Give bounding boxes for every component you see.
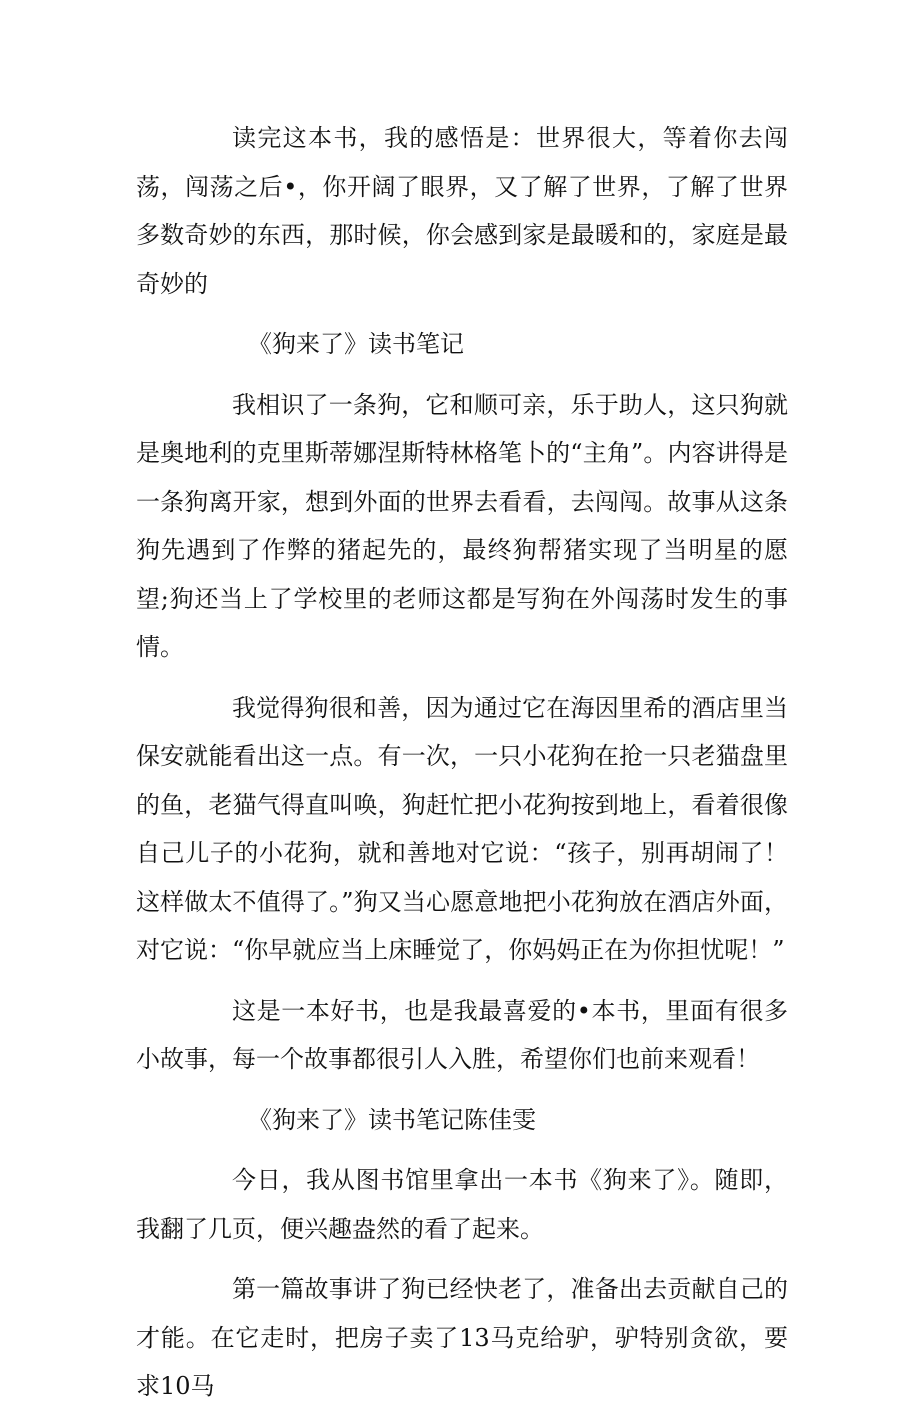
paragraph-recommendation: 这是一本好书，也是我最喜爱的•本书，里面有很多小故事，每一个故事都很引人入胜，希望你们也前来观看！ <box>136 996 788 1073</box>
document-body <box>136 114 788 1423</box>
section-title: 《狗来了》读书笔记 <box>248 330 464 358</box>
paragraph-intro: 我相识了一条狗，它和顺可亲，乐于助人，这只狗就是奥地利的克里斯蒂娜涅斯特林格笔卜的“主角”。内容讲得是一条狗离开家，想到外面的世界去看看，去闯闯。故事从这条狗先遇到了作弊的猪起先的，最终狗帮猪实现了当明星的愿望;狗还当上了学校里的老师这都是写狗在外闯荡时发生的事情。 <box>136 390 788 661</box>
paragraph-library: 今日，我从图书馆里拿出一本书《狗来了》。随即，我翻了几页，便兴趣盎然的看了起来。 <box>136 1166 788 1243</box>
paragraph-first-story: 第一篇故事讲了狗已经快老了，准备出去贡献自己的才能。在它走时，把房子卖了13马克给驴，驴特别贪欲，要求10马 <box>136 1275 788 1400</box>
section-title-author: 《狗来了》读书笔记陈佳雯 <box>248 1105 536 1134</box>
paragraph-reflection: 读完这本书，我的感悟是：世界很大，等着你去闯荡，闯荡之后•，你开阔了眼界，又了解了世界，了解了世界多数奇妙的东西，那时候，你会感到家是最暖和的，家庭是最奇妙的 <box>136 124 788 298</box>
paragraph-kindness: 我觉得狗很和善，因为通过它在海因里希的酒店里当保安就能看出这一点。有一次，一只小花狗在抢一只老猫盘里的鱼，老猫气得直叫唤，狗赶忙把小花狗按到地上，看着很像自己儿子的小花狗，就和善地对它说：“孩子，别再胡闹了！这样做太不值得了。”狗又当心愿意地把小花狗放在酒店外面，对它说：“你早就应当上床睡觉了，你妈妈正在为你担忧呢！” <box>136 693 788 964</box>
